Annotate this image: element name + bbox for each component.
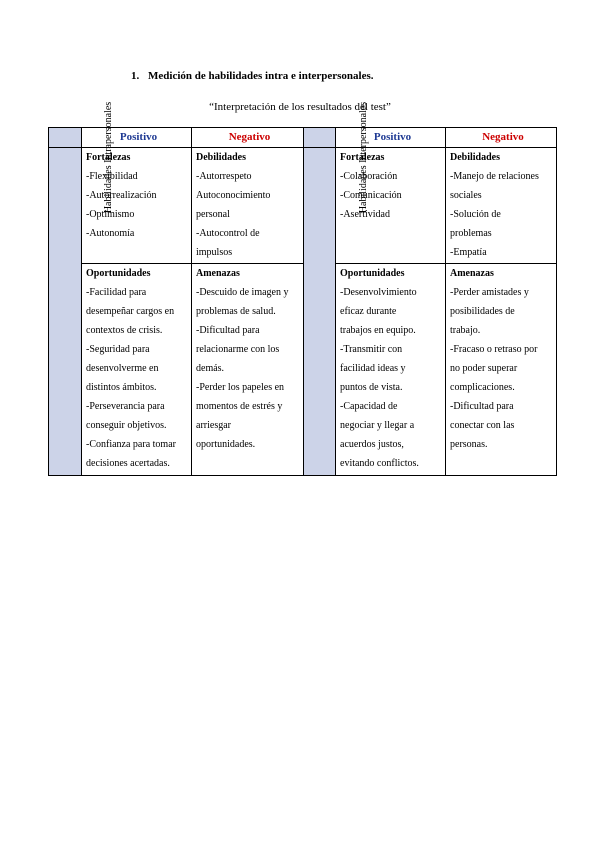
cell-line: demás. — [196, 363, 225, 374]
section-number: 1. — [131, 70, 140, 82]
intra-debilidades-title: Debilidades — [196, 152, 247, 163]
cell-line: relacionarme con los — [196, 344, 280, 355]
negative-header-inter: Negativo — [446, 128, 557, 148]
cell-line: sociales — [450, 190, 482, 201]
intra-amenazas-list — [196, 283, 303, 454]
cell-line: -Autonomía — [86, 228, 135, 239]
inter-oportunidades-cell — [336, 264, 446, 476]
cell-line: -Perder los papeles en — [196, 382, 285, 393]
cell-line: contextos de crisis. — [86, 325, 163, 336]
cell-line: -Manejo de relaciones — [450, 171, 539, 182]
opportunities-threats-row — [49, 264, 557, 476]
cell-line: no poder superar — [450, 363, 518, 374]
cell-line: evitando conflictos. — [340, 458, 419, 469]
cell-line: personal — [196, 209, 230, 220]
cell-line: -Desenvolvimiento — [340, 287, 417, 298]
cell-line: facilidad ideas y — [340, 363, 406, 374]
intra-debilidades-cell — [192, 148, 304, 264]
cell-line: -Descuido de imagen y — [196, 287, 289, 298]
cell-line: problemas — [450, 228, 492, 239]
intra-oportunidades-list — [86, 283, 191, 473]
intra-oportunidades-title: Oportunidades — [86, 268, 151, 279]
cell-line: -Perder amistades y — [450, 287, 529, 298]
intra-amenazas-title: Amenazas — [196, 268, 240, 279]
cell-line: -Autocontrol de — [196, 228, 260, 239]
section-heading-text: Medición de habilidades intra e interpersonales. — [148, 70, 374, 82]
cell-line: -Empatía — [450, 247, 487, 258]
inter-fortalezas-title: Fortalezas — [340, 152, 385, 163]
cell-line: distintos ámbitos. — [86, 382, 157, 393]
cell-line: -Facilidad para — [86, 287, 147, 298]
cell-line: posibilidades de — [450, 306, 515, 317]
cell-line: trabajos en equipo. — [340, 325, 416, 336]
corner-cell-right — [304, 128, 336, 148]
inter-debilidades-cell — [446, 148, 557, 264]
cell-line: complicaciones. — [450, 382, 515, 393]
cell-line: Autoconocimiento — [196, 190, 271, 201]
cell-line: personas. — [450, 439, 488, 450]
cell-line: -Perseverancia para — [86, 401, 165, 412]
cell-line: -Autorrespeto — [196, 171, 252, 182]
interpersonal-side-label: Habilidades Interpersonales — [358, 101, 370, 214]
cell-line: -Solución de — [450, 209, 501, 220]
intra-fortalezas-cell — [82, 148, 192, 264]
cell-line: oportunidades. — [196, 439, 256, 450]
corner-cell-left — [49, 128, 82, 148]
table-caption: “Interpretación de los resultados del test” — [209, 101, 391, 113]
cell-line: -Comunicación — [340, 190, 402, 201]
cell-line: -Seguridad para — [86, 344, 150, 355]
strengths-weaknesses-row — [49, 148, 557, 264]
cell-line: desenvolverme en — [86, 363, 159, 374]
negative-header-intra: Negativo — [192, 128, 304, 148]
cell-line: -Optimismo — [86, 209, 135, 220]
cell-line: -Flexibilidad — [86, 171, 138, 182]
cell-line: problemas de salud. — [196, 306, 276, 317]
cell-line: -Autorrealización — [86, 190, 157, 201]
cell-line: eficaz durante — [340, 306, 397, 317]
cell-line: -Asertividad — [340, 209, 390, 220]
inter-oportunidades-list — [340, 283, 445, 473]
positive-header-intra: Positivo — [82, 128, 192, 148]
cell-line: acuerdos justos, — [340, 439, 404, 450]
cell-line: -Dificultad para — [196, 325, 260, 336]
cell-line: -Dificultad para — [450, 401, 514, 412]
intra-fortalezas-title: Fortalezas — [86, 152, 131, 163]
inter-amenazas-cell — [446, 264, 557, 476]
cell-line: -Colaboración — [340, 171, 398, 182]
cell-line: puntos de vista. — [340, 382, 403, 393]
inter-oportunidades-title: Oportunidades — [340, 268, 405, 279]
section-heading — [131, 70, 374, 82]
intra-amenazas-cell — [192, 264, 304, 476]
cell-line: trabajo. — [450, 325, 481, 336]
cell-line: momentos de estrés y — [196, 401, 283, 412]
cell-line: conseguir objetivos. — [86, 420, 167, 431]
cell-line: decisiones acertadas. — [86, 458, 170, 469]
cell-line: -Capacidad de — [340, 401, 398, 412]
inter-debilidades-title: Debilidades — [450, 152, 501, 163]
cell-line: conectar con las — [450, 420, 515, 431]
cell-line: -Fracaso o retraso por — [450, 344, 538, 355]
cell-line: desempeñar cargos en — [86, 306, 175, 317]
cell-line: -Transmitir con — [340, 344, 403, 355]
inter-amenazas-title: Amenazas — [450, 268, 494, 279]
intrapersonal-side-label: Habilidades Intrapersonales — [103, 101, 115, 214]
intra-oportunidades-cell — [82, 264, 192, 476]
inter-amenazas-list — [450, 283, 556, 454]
cell-line: impulsos — [196, 247, 233, 258]
header-row — [49, 128, 557, 148]
intra-debilidades-list — [196, 167, 303, 262]
inter-fortalezas-cell — [336, 148, 446, 264]
cell-line: negociar y llegar a — [340, 420, 415, 431]
cell-line: -Confianza para tomar — [86, 439, 176, 450]
inter-debilidades-list — [450, 167, 556, 262]
positive-header-inter: Positivo — [336, 128, 446, 148]
cell-line: arriesgar — [196, 420, 231, 431]
